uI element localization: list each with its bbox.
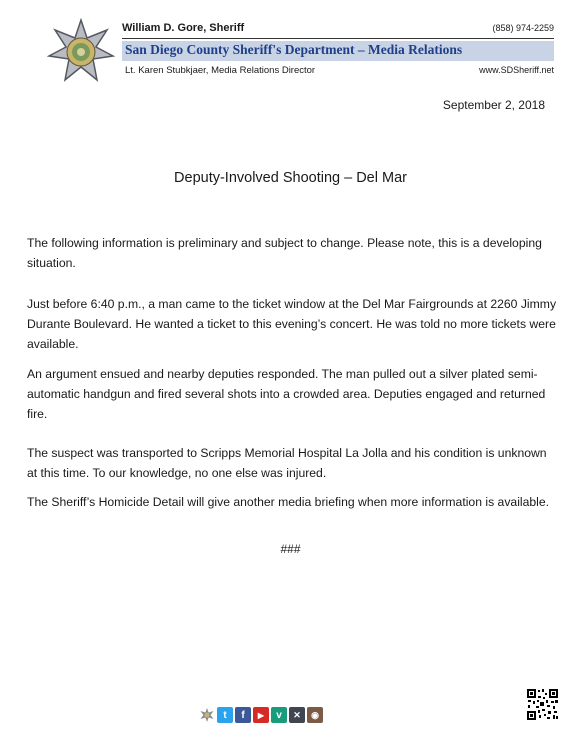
department-title: San Diego County Sheriff's Department – Media Relations [125,42,463,57]
qr-code-icon[interactable] [526,688,559,721]
twitter-icon[interactable]: t [217,707,233,723]
instagram-icon[interactable]: ◉ [307,707,323,723]
paragraph-5: The Sheriff’s Homicide Detail will give another media briefing when more information is available. [27,495,550,509]
website-link[interactable]: www.SDSheriff.net [479,65,554,75]
sheriff-star-icon [47,18,115,84]
department-band [122,41,554,61]
director-name: Lt. Karen Stubkjaer, Media Relations Director [125,65,316,76]
paragraph-3: An argument ensued and nearby deputies responded. The man pulled out a silver plated semi-automatic handgun and fired several shots into a crowded area. Deputies engaged and returned fire. [27,367,546,421]
paragraph-2: Just before 6:40 p.m., a man came to the ticket window at the Del Mar Fairgrounds at 2260 Jimmy Durante Boulevard. He wanted a ticket to this evening’s concert. He was told no more tickets were available. [27,297,557,351]
release-date: September 2, 2018 [442,98,545,112]
nixle-icon[interactable]: ✕ [289,707,305,723]
letterhead [47,18,557,84]
vine-icon[interactable]: v [271,707,287,723]
document-title: Deputy-Involved Shooting – Del Mar [174,170,407,186]
sheriff-star-small-icon[interactable] [199,707,215,723]
header-bottom-row [122,65,554,79]
header-top-row [122,22,554,39]
phone-number: (858) 974-2259 [492,23,554,33]
youtube-icon[interactable]: ▶ [253,707,269,723]
paragraph-4: The suspect was transported to Scripps Memorial Hospital La Jolla and his condition is unknown at this time. To our knowledge, no one else was injured. [27,446,547,480]
end-mark: ### [280,542,301,556]
paragraph-1: The following information is preliminary and subject to change. Please note, this is a developing situation. [27,236,542,270]
sheriff-name: William D. Gore, Sheriff [122,22,245,34]
social-icons [199,707,323,725]
facebook-icon[interactable]: f [235,707,251,723]
